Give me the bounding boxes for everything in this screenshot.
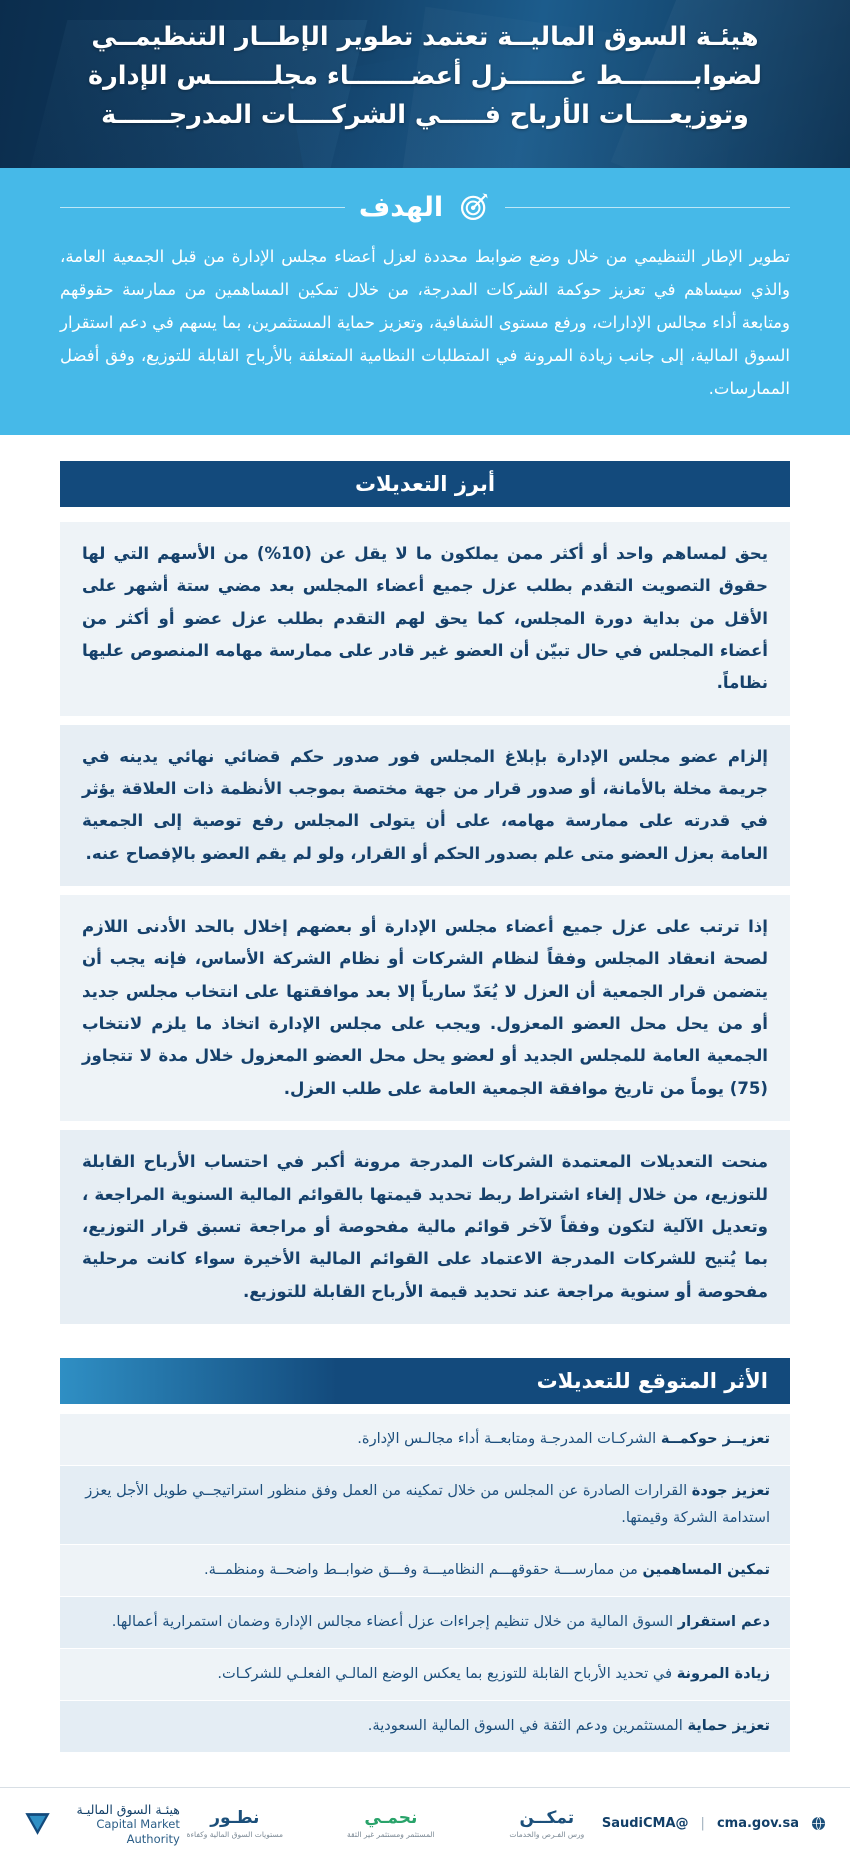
footer-separator: | <box>700 1816 705 1832</box>
amendment-item: منحت التعديلات المعتمدة الشركات المدرجة مرونة أكبر في احتساب الأرباح القابلة للتوزيع، من خلال إلغاء اشتراط ربط تحديد قيمتها بالقوائم المالية السنوية المراجعة ، وتعديل الآلية لتكون وفقاً لآخر قوائم مالية مفحوصة أو مراجعة تسبق قرار التوزيع، بما يُتيح للشركات المدرجة الاعتماد على القوائم المالية الأخيرة سواء كانت مرحلية مفحوصة أو سنوية مراجعة عند تحديد قيمة الأرباح القابلة للتوزيع. <box>60 1129 790 1324</box>
authority-name-en: Capital Market Authority <box>96 1817 180 1846</box>
amendment-item: إذا ترتب على عزل جميع أعضاء مجلس الإدارة أو بعضهم إخلال بالحد الأدنى اللازم لصحة انعقاد المجلس وفقاً لنظام الشركات أو نظام الشركة الأساس، فإنه يجب أن يتضمن قرار الجمعية أن العزل لا يُعَدّ سارياً إلا بعد موافقتها على انتخاب مجلس جديد أو من يحل محل العضو المعزول. ويجب على مجلس الإدارة اتخاذ ما يلزم لانتخاب الجمعية العامة للمجلس الجديد أو لعضو يحل محل العضو المعزول خلال مدة لا تتجاوز (75) يوماً من تاريخ موافقة الجمعية العامة على طلب العزل. <box>60 894 790 1121</box>
impact-heading-wrap <box>0 1332 850 1404</box>
impact-row-lead: تعزيــز حوكمــة <box>660 1429 770 1447</box>
footer-handle[interactable]: @SaudiCMA <box>601 1816 689 1832</box>
amendment-item: يحق لمساهم واحد أو أكثر ممن يملكون ما لا يقل عن (10%) من الأسهم التي لها حقوق التصويت التقدم بطلب عزل جميع أعضاء المجلس بعد مضي ستة أشهر على الأقل من بداية دورة المجلس، كما يحق لهم التقدم بطلب عزل عضو أو أكثر من أعضاء المجلس في حال تبيّن أن العضو غير قادر على ممارسة مهامه المنصوص عليها نظاماً. <box>60 521 790 716</box>
footer-authority <box>24 1802 180 1846</box>
footer-contact <box>602 1816 826 1831</box>
impact-row-rest: السوق المالية من خلال تنظيم إجراءات عزل أعضاء مجالس الإدارة وضمان استمرارية أعمالها. <box>111 1612 678 1630</box>
impact-row-lead: دعم استقرار <box>677 1612 770 1630</box>
hero-title-line-2: لضوابــــــــط عـــــــزل أعضـــــــاء مجلـــــــس الإدارة <box>88 60 762 91</box>
pillar-subtitle: المستثمر ومستثمر غير الثقة <box>347 1830 435 1840</box>
goal-body: تطوير الإطار التنظيمي من خلال وضع ضوابط محددة لعزل أعضاء مجلس الإدارة من قبل الجمعية العامة، والذي سيساهم في تعزيز حوكمة الشركات المدرجة، من خلال تمكين المساهمين من ممارسة حقوقهم ومتابعة أداء مجالس الإدارات، ورفع مستوى الشفافية، وتعزيز حماية المستثمرين، بما يسهم في دعم استقرار السوق المالية، إلى جانب زيادة المرونة في المتطلبات النظامية المتعلقة بالأرباح القابلة للتوزيع، وفق أفضل الممارسات. <box>60 247 790 398</box>
globe-icon <box>811 1816 826 1831</box>
impact-row-lead: تعزيز جودة <box>691 1481 770 1499</box>
impact-row-rest: المستثمرين ودعم الثقة في السوق المالية السعودية. <box>367 1716 688 1734</box>
hero-banner <box>0 0 850 168</box>
impact-row-rest: من ممارســـة حقوقهـــم النظاميـــة وفـــق ضوابــط واضحــة ومنظمــة. <box>203 1560 643 1578</box>
impact-row <box>60 1597 790 1649</box>
pillar-subtitle: مستويات السوق المالية وكفاءة <box>186 1830 284 1840</box>
pillar-title: تمكــن <box>519 1808 575 1829</box>
impact-row-lead: تمكين المساهمين <box>642 1560 770 1578</box>
pillar-tatweer <box>180 1808 290 1840</box>
footer-pillars <box>180 1808 602 1840</box>
impact-row <box>60 1701 790 1753</box>
impact-row-rest: الشركـات المدرجـة ومتابعــة أداء مجالـس الإدارة. <box>357 1429 661 1447</box>
goal-section <box>0 168 850 435</box>
impact-row <box>60 1545 790 1597</box>
goal-rule-left <box>60 207 345 208</box>
hero-title-line-1: هيئـة السوق الماليــة تعتمد تطوير الإطــار التنظيمــي <box>91 22 759 52</box>
impact-row-rest: في تحديد الأرباح القابلة للتوزيع بما يعكس الوضع المالـي الفعلـي للشركـات. <box>217 1664 677 1682</box>
amendment-item: إلزام عضو مجلس الإدارة بإبلاغ المجلس فور صدور حكم قضائي نهائي يدينه في جريمة مخلة بالأمانة، أو صدور قرار من جهة مختصة بموجب الأنظمة ذات العلاقة يؤثر في قدرته على ممارسة مهامه، على أن يتولى المجلس رفع توصية إلى الجمعية العامة بعزل العضو متى علم بصدور الحكم أو القرار، ولو لم يقم العضو بالإفصاح عنه. <box>60 724 790 886</box>
impact-row-lead: زيادة المرونة <box>676 1664 770 1682</box>
impact-row-rest: القرارات الصادرة عن المجلس من خلال تمكينه من العمل وفق منظور استراتيجــي طويل الأجل يعزز استدامة الشركة وقيمتها. <box>85 1481 770 1526</box>
amendments-list <box>0 507 850 1324</box>
impact-row <box>60 1649 790 1701</box>
cma-logo-mark-icon <box>24 1809 51 1839</box>
target-icon <box>457 190 491 224</box>
pillar-title: نحمـي <box>364 1808 418 1829</box>
footer <box>0 1787 850 1864</box>
goal-rule-right <box>505 207 790 208</box>
impact-list <box>0 1404 850 1753</box>
page-title <box>0 0 850 134</box>
pillar-title: نطـور <box>210 1808 260 1829</box>
hero-title-line-3: وتوزيعــــات الأرباح فـــــي الشركــــات المدرجــــــة <box>101 99 749 130</box>
impact-row <box>60 1466 790 1545</box>
goal-title: الهدف <box>358 191 444 223</box>
authority-name <box>61 1802 180 1846</box>
impact-row <box>60 1414 790 1466</box>
amendments-heading-wrap <box>0 435 850 507</box>
authority-name-ar: هيئـة السوق الماليـة <box>76 1801 180 1817</box>
footer-website[interactable]: cma.gov.sa <box>716 1816 799 1832</box>
impact-row-lead: تعزيز حماية <box>687 1716 770 1734</box>
impact-heading: الأثر المتوقع للتعديلات <box>60 1358 790 1404</box>
pillar-tamkeen <box>492 1808 602 1840</box>
goal-header <box>60 190 790 224</box>
pillar-hemaya <box>336 1808 446 1840</box>
amendments-heading: أبرز التعديلات <box>60 461 790 507</box>
pillar-subtitle: ورس الفـرص والخدمات <box>509 1830 585 1840</box>
